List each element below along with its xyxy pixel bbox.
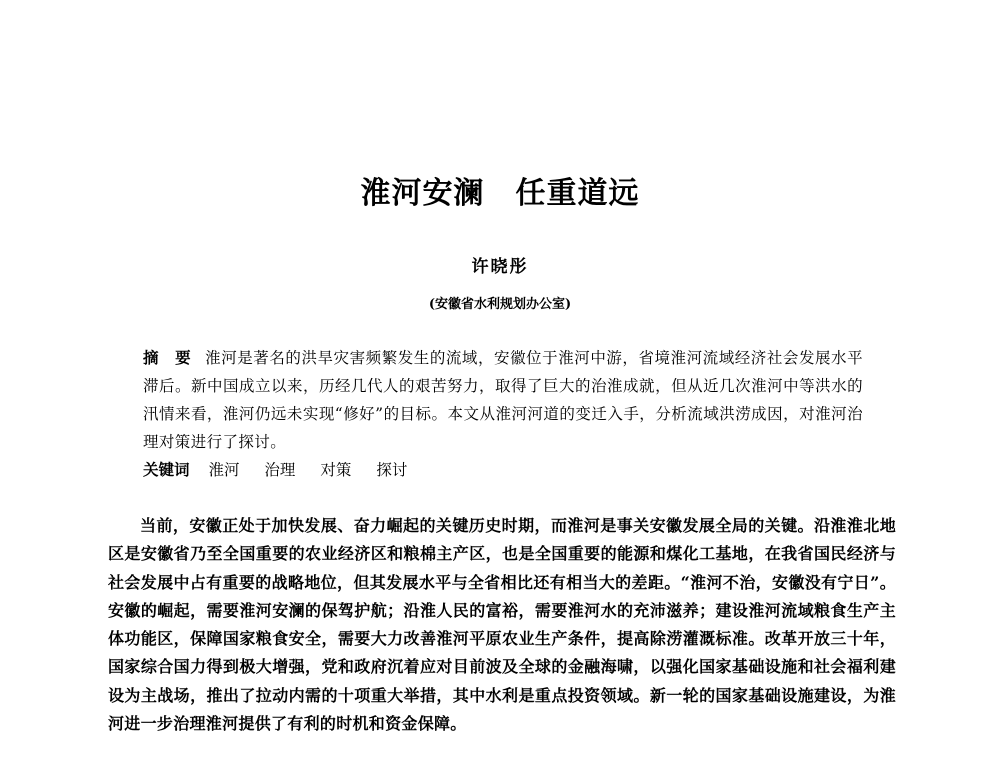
keywords-block <box>143 458 863 482</box>
abstract-text: 淮河是著名的洪旱灾害频繁发生的流域，安徽位于淮河中游，省境淮河流域经济社会发展水平滞后。新中国成立以来，历经几代人的艰苦努力，取得了巨大的治淮成就，但从近几次淮河中等洪水的汛情来看，淮河仍远未实现“修好”的目标。本文从淮河河道的变迁入手，分析流域洪涝成因，对淮河治理对策进行了探讨。 <box>143 349 864 451</box>
keyword-item: 治理 <box>264 461 296 479</box>
author-affiliation: (安徽省水利规划办公室) <box>428 297 572 312</box>
keyword-item: 探讨 <box>376 461 408 479</box>
body-paragraph: 当前，安徽正处于加快发展、奋力崛起的关键历史时期，而淮河是事关安徽发展全局的关键。沿淮淮北地区是安徽省乃至全国重要的农业经济区和粮棉主产区，也是全国重要的能源和煤化工基地，在我省国民经济与社会发展中占有重要的战略地位，但其发展水平与全省相比还有相当大的差距。“淮河不治，安徽没有宁日”。安徽的崛起，需要淮河安澜的保驾护航；沿淮人民的富裕，需要淮河水的充沛滋养；建设淮河流域粮食生产主体功能区，保障国家粮食安全，需要大力改善淮河平原农业生产条件，提高除涝灌溉标准。改革开放三十年，国家综合国力得到极大增强，党和政府沉着应对目前波及全球的金融海啸，以强化国家基础设施和社会福利建设为主战场，推出了拉动内需的十项重大举措，其中水利是重点投资领域。新一轮的国家基础设施建设，为淮河进一步治理淮河提供了有利的时机和资金保障。 <box>108 516 896 734</box>
keyword-item: 对策 <box>320 461 352 479</box>
author-name: 许晓彤 <box>471 257 529 277</box>
abstract-block <box>143 344 863 456</box>
keywords-label: 关键词 <box>143 461 190 479</box>
abstract-label: 摘 要 <box>143 349 192 367</box>
keyword-item: 淮河 <box>208 461 240 479</box>
paper-title: 淮河安澜 任重道远 <box>360 176 640 211</box>
